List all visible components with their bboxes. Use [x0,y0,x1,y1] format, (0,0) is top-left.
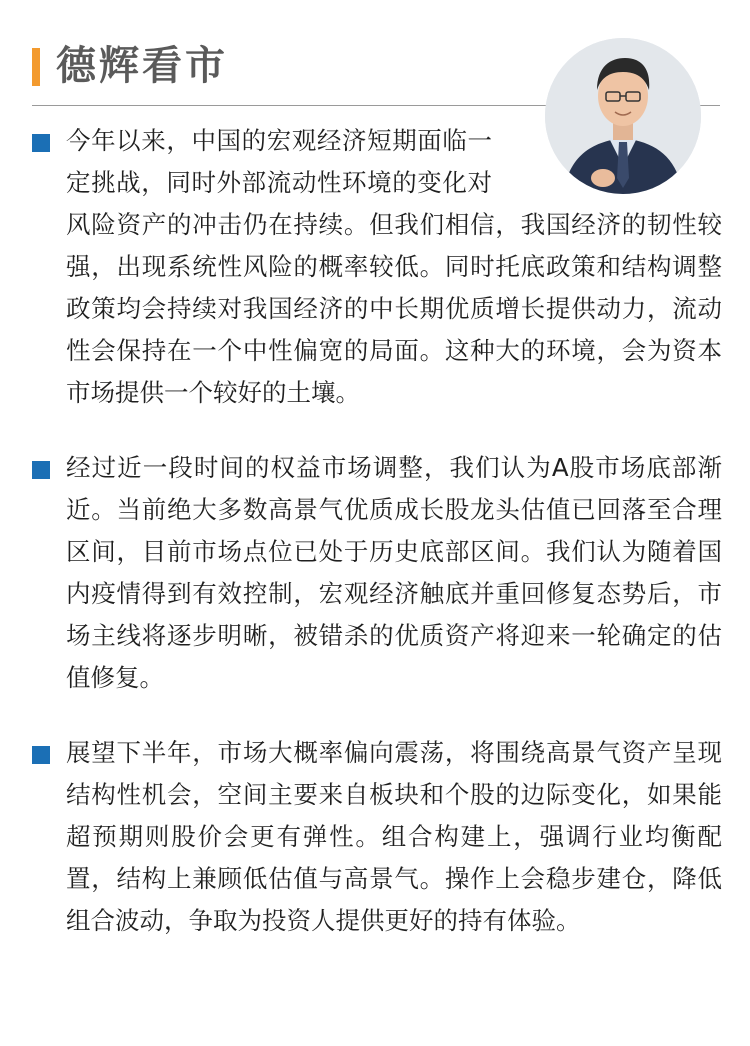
square-bullet-icon [32,134,50,152]
page-title: 德辉看市 [56,43,228,89]
square-bullet-icon [32,461,50,479]
paragraph-text: 展望下半年，市场大概率偏向震荡，将围绕高景气资产呈现结构性机会，空间主要来自板块和个股的边际变化，如果能超预期则股价会更有弹性。组合构建上，强调行业均衡配置，结构上兼顾低估值与高景气。操作上会稳步建仓，降低组合波动，争取为投资人提供更好的持有体验。 [66,738,722,935]
paragraph-text: 经过近一段时间的权益市场调整，我们认为A股市场底部渐近。当前绝大多数高景气优质成长股龙头估值已回落至合理区间，目前市场点位已处于历史底部区间。我们认为随着国内疫情得到有效控制，宏观经济触底并重回修复态势后，市场主线将逐步明晰，被错杀的优质资产将迎来一轮确定的估值修复。 [66,453,722,692]
paragraph-text: 今年以来，中国的宏观经济短期面临一定挑战，同时外部流动性环境的变化对风险资产的冲击仍在持续。但我们相信，我国经济的韧性较强，出现系统性风险的概率较低。同时托底政策和结构调整政策均会持续对我国经济的中长期优质增长提供动力，流动性会保持在一个中性偏宽的局面。这种大的环境，会为资本市场提供一个较好的土壤。 [66,126,722,407]
paragraph-1 [32,120,722,414]
paragraph-2 [32,447,722,699]
article-body [32,120,722,975]
square-bullet-icon [32,746,50,764]
title-accent-bar [32,48,40,86]
paragraph-3 [32,732,722,942]
